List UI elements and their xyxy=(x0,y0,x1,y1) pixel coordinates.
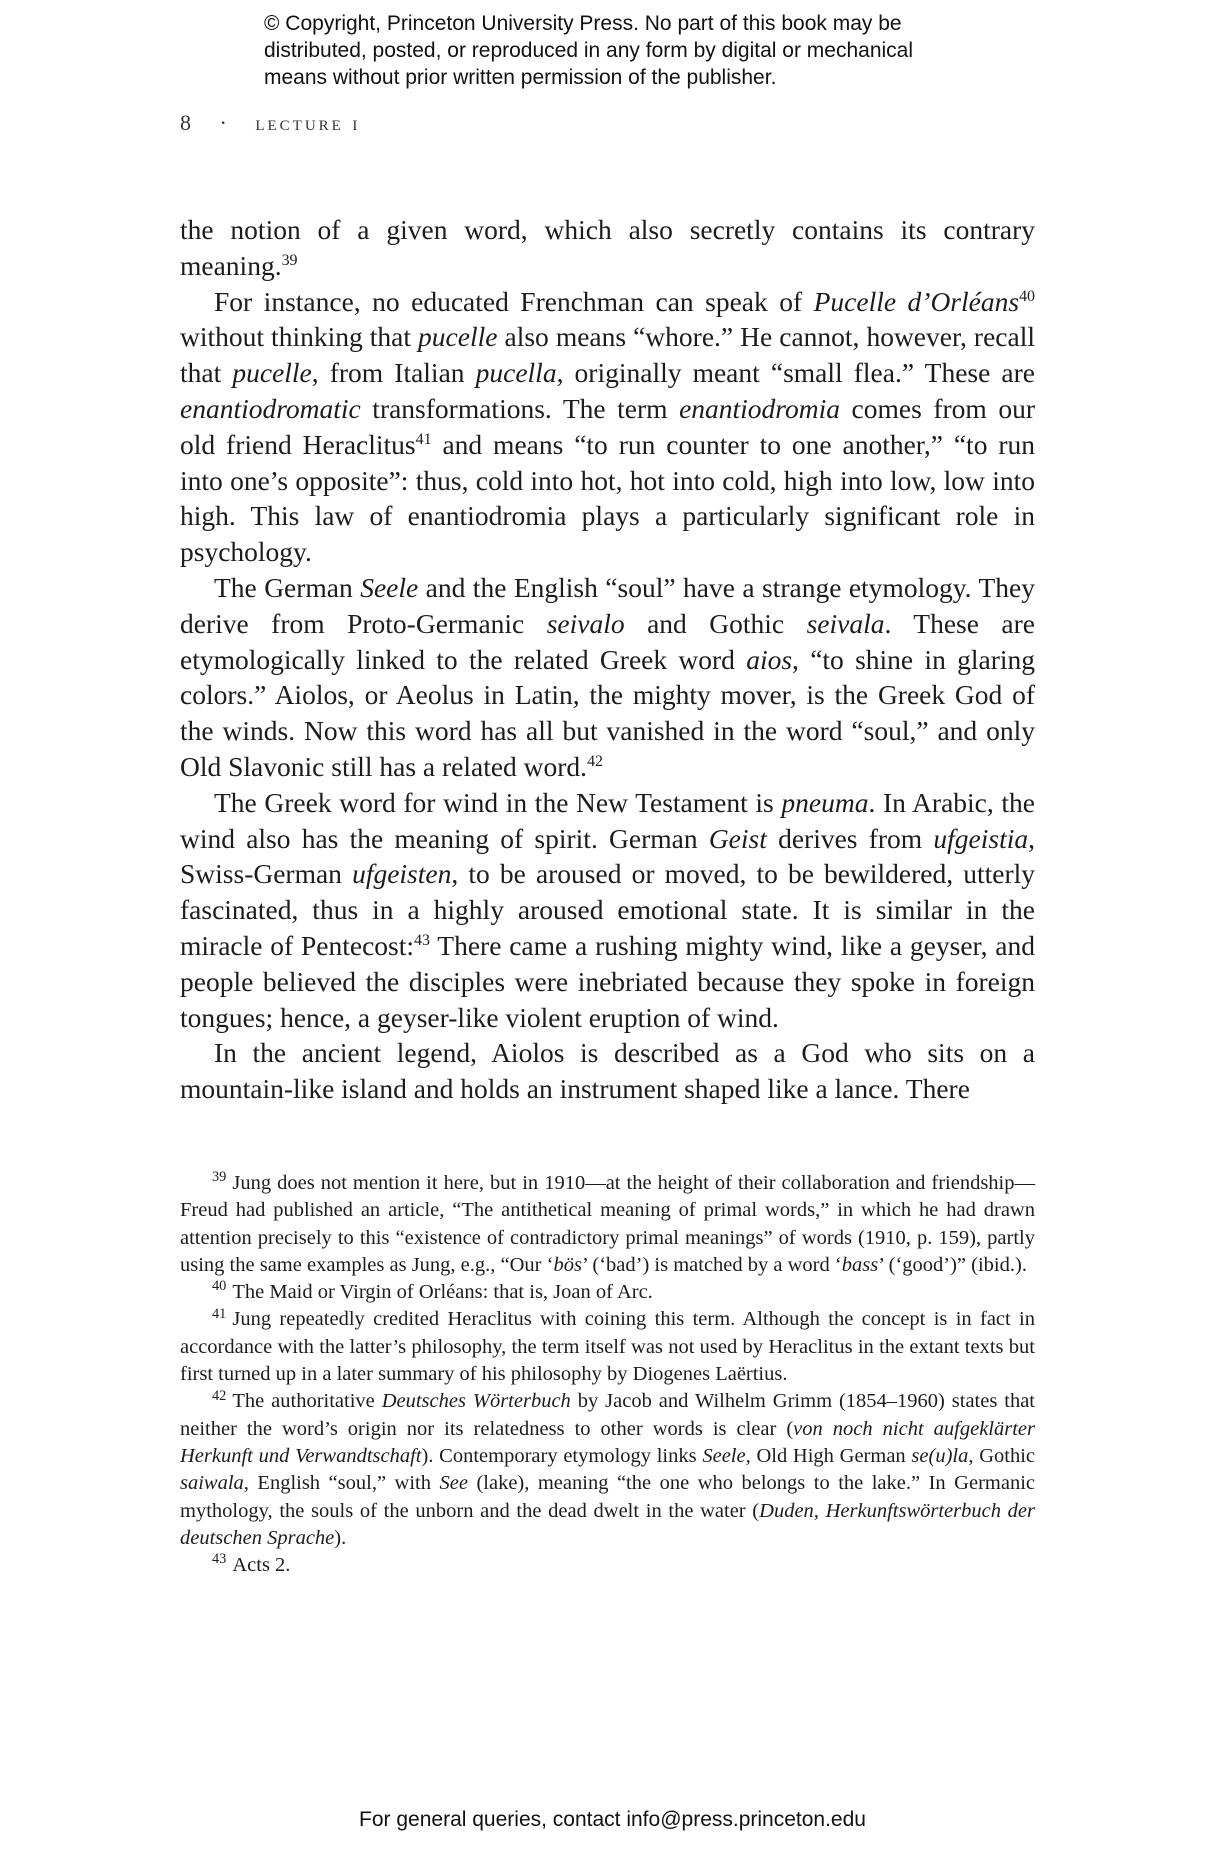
footnote-number: 43 xyxy=(212,1551,227,1568)
copyright-line: means without prior written permission of the publisher. xyxy=(264,66,777,89)
paragraph: The Greek word for wind in the New Testament is pneuma. In Arabic, the wind also has the meaning of spirit. German Geist derives from ufgeistia, Swiss-German ufgeisten, to be aroused or moved, to be bewildered, utterly fascinated, thus in a highly aroused emotional state. It is similar in the miracle of Pentecost:$^{43}$ There came a rushing mighty wind, like a geyser, and people believed the disciples were inebriated because they spoke in foreign tongues; hence, a geyser-like violent eruption of wind. xyxy=(180,786,1035,1033)
running-head-separator: · xyxy=(219,110,228,135)
footnotes xyxy=(180,1170,1035,1579)
paragraph: For instance, no educated Frenchman can speak of Pucelle d’Orléans$^{40}$ without thinking that pucelle also means “whore.” He cannot, however, recall that pucelle, from Italian pucella, originally meant “small flea.” These are enantiodromatic transformations. The term enantiodromia comes from our old friend Heraclitus$^{41}$ and means “to run counter to one another,” “to run into one’s opposite”: thus, cold into hot, hot into cold, high into low, low into high. This law of enantiodromia plays a particularly significant role in psychology. xyxy=(180,285,1035,568)
paragraph: the notion of a given word, which also secretly contains its contrary meaning.$^{39}$ xyxy=(180,214,1035,281)
page-number: 8 xyxy=(180,110,192,135)
footnote-ref[interactable]: 43 xyxy=(414,931,430,949)
paragraph: In the ancient legend, Aiolos is described as a God who sits on a mountain-like island and holds an instrument shaped like a lance. There xyxy=(180,1037,1035,1105)
footnote: $^{39}$ Jung does not mention it here, but in 1910—at the height of their collaboration and friendship—Freud had published an article, “The antithetical meaning of primal words,” in which he had drawn attention precisely to this “existence of contradictory primal meanings” of words (1910, p. 159), partly using the same examples as Jung, e.g., “Our ‘bös’ (‘bad’) is matched by a word ‘bass’ (‘good’)” (ibid.). xyxy=(180,1169,1035,1276)
footnote-ref[interactable]: 39 xyxy=(281,251,298,269)
footnote-ref[interactable]: 40 xyxy=(1019,287,1035,305)
copyright-line: © Copyright, Princeton University Press. No part of this book may be xyxy=(264,12,902,35)
footnote-number: 40 xyxy=(212,1278,227,1295)
footnote: $^{43}$ Acts 2. xyxy=(212,1551,291,1577)
footer-contact: For general queries, contact info@press.princeton.edu xyxy=(359,1808,866,1831)
footnote: $^{41}$ Jung repeatedly credited Heraclitus with coining this term. Although the concept is in fact in accordance with the latter’s philosophy, the term itself was not used by Heraclitus in the extant texts but first turned up in a later summary of his philosophy by Diogenes Laërtius. xyxy=(180,1305,1035,1386)
running-head-section: lecture i xyxy=(255,110,361,135)
paragraph: The German Seele and the English “soul” have a strange etymology. They derive from Proto-Germanic seivalo and Gothic seivala. These are etymologically linked to the related Greek word aios, “to shine in glaring colors.” Aiolos, or Aeolus in Latin, the mighty mover, is the Greek God of the winds. Now this word has all but vanished in the word “soul,” and only Old Slavonic still has a related word.$^{42}$ xyxy=(180,571,1035,782)
footnote-number: 39 xyxy=(212,1169,227,1186)
running-head xyxy=(180,110,360,136)
copyright-line: distributed, posted, or reproduced in any form by digital or mechanical xyxy=(264,39,914,62)
footnote-number: 41 xyxy=(212,1305,227,1322)
body-text xyxy=(180,212,1035,1107)
copyright-notice xyxy=(264,10,1024,91)
footnote: $^{40}$ The Maid or Virgin of Orléans: that is, Joan of Arc. xyxy=(212,1278,653,1304)
footnote-ref[interactable]: 42 xyxy=(587,752,603,770)
footnote-ref[interactable]: 41 xyxy=(415,430,432,448)
footnote: $^{42}$ The authoritative Deutsches Wörterbuch by Jacob and Wilhelm Grimm (1854–1960) states that neither the word’s origin nor its relatedness to other words is clear (von noch nicht aufgeklärter Herkunft und Verwandtschaft). Contemporary etymology links Seele, Old High German se(u)la, Gothic saiwala, English “soul,” with See (lake), meaning “the one who belongs to the lake.” In Germanic mythology, the souls of the unborn and the dead dwelt in the water (Duden, Herkunftswörterbuch der deutschen Sprache). xyxy=(180,1387,1036,1549)
footnote-number: 42 xyxy=(212,1387,227,1404)
